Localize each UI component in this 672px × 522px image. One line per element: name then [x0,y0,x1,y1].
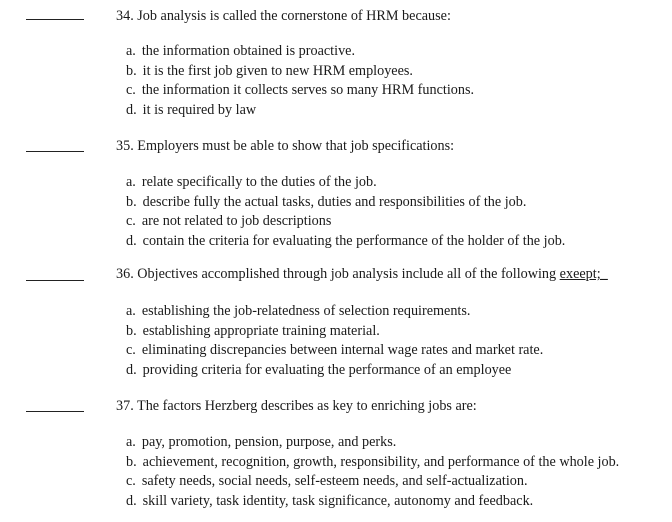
option-a: a. the information obtained is proactive. [126,43,356,59]
answer-blank[interactable] [26,151,84,152]
option-a: a. pay, promotion, pension, purpose, and perks. [126,434,397,450]
option-list [126,173,565,251]
option-d: d. providing criteria for evaluating the performance of an employee [126,361,512,378]
answer-blank[interactable] [26,411,84,412]
option-c: c. safety needs, social needs, self-esteem needs, and self-actualization. [126,473,528,489]
option-b: b. it is the first job given to new HRM employees. [126,62,413,79]
option-b: b. achievement, recognition, growth, responsibility, and performance of the whole job. [126,453,620,470]
option-b: b. describe fully the actual tasks, duties and responsibilities of the job. [126,193,527,210]
option-a: a. establishing the job-relatedness of selection requirements. [126,303,471,319]
option-c: c. are not related to job descriptions [126,213,332,229]
option-c: c. eliminating discrepancies between internal wage rates and market rate. [126,342,544,358]
option-list [126,433,619,511]
option-list [126,42,474,120]
option-d: d. it is required by law [126,101,257,118]
question-stem: 34. Job analysis is called the cornerstone of HRM because: [116,8,451,24]
question-stem: 35. Employers must be able to show that job specifications: [116,138,455,154]
option-b: b. establishing appropriate training material. [126,322,380,339]
option-d: d. skill variety, task identity, task significance, autonomy and feedback. [126,492,534,509]
option-d: d. contain the criteria for evaluating the performance of the holder of the job. [126,232,566,249]
answer-blank[interactable] [26,19,84,20]
question-stem: 37. The factors Herzberg describes as key to enriching jobs are: [116,398,477,414]
answer-blank[interactable] [26,280,84,281]
option-c: c. the information it collects serves so many HRM functions. [126,82,475,98]
option-a: a. relate specifically to the duties of the job. [126,174,377,190]
option-list [126,302,543,380]
question-stem: 36. Objectives accomplished through job analysis include all of the following exeept;_ [116,266,608,282]
